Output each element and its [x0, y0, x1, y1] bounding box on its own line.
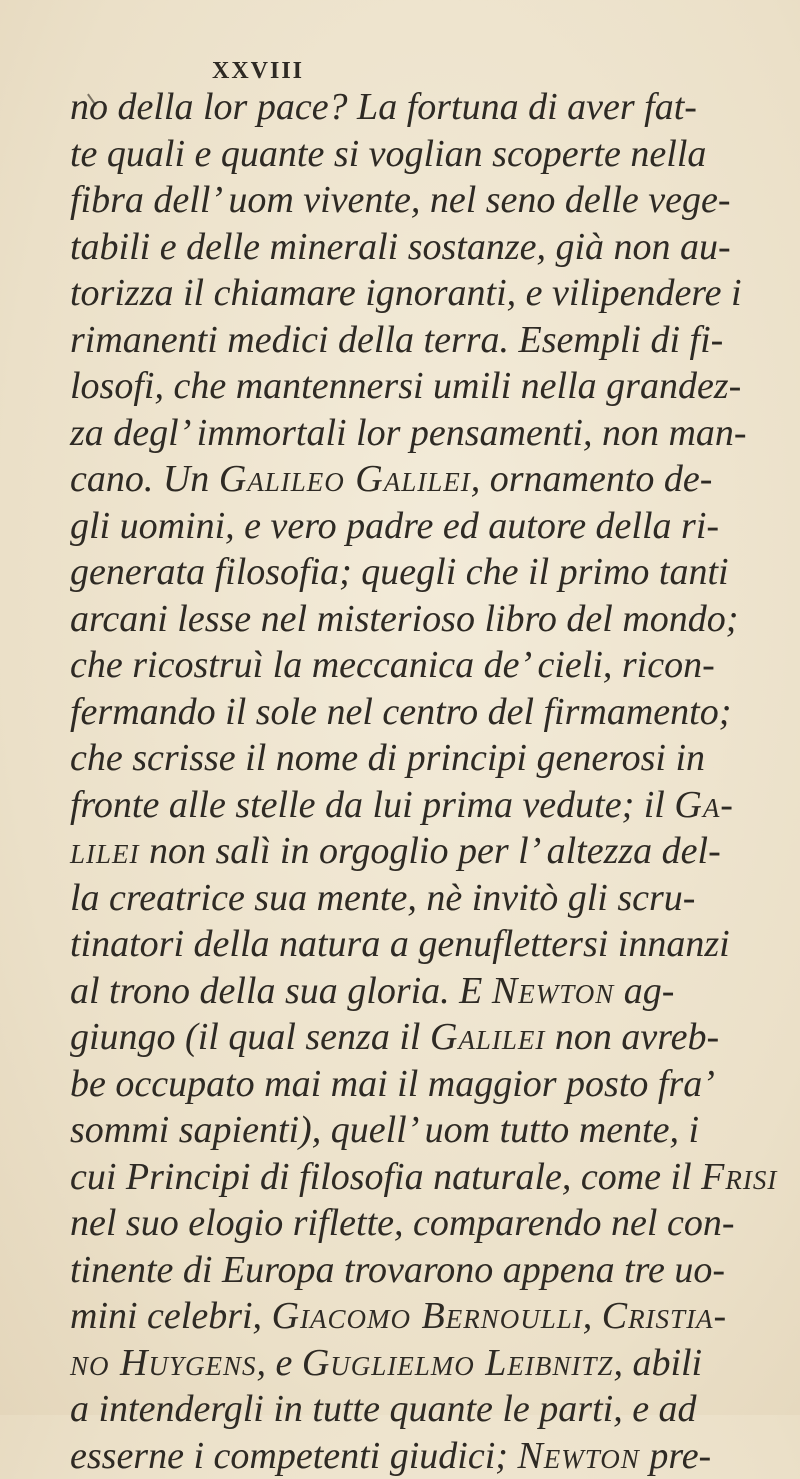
text-line: esserne i competenti giudici; Newton pre-: [70, 1433, 770, 1479]
text-line: be occupato mai mai il maggior posto fra’: [70, 1061, 770, 1108]
text-line: rimanenti medici della terra. Esempli di fi-: [70, 317, 770, 364]
name-galileo: Galileo Galilei: [219, 458, 471, 500]
text-line: za degl’ immortali lor pensamenti, non man-: [70, 410, 770, 457]
text-line: arcani lesse nel misterioso libro del mondo;: [70, 596, 770, 643]
name-galilei: Ga-: [674, 784, 734, 826]
text-line: no Huygens, e Guglielmo Leibnitz, abili: [70, 1340, 770, 1387]
text-line: losofi, che mantennersi umili nella grandez-: [70, 363, 770, 410]
text-line: cui Principi di filosofia naturale, come il Frisi: [70, 1154, 770, 1201]
text-line: che ricostruì la meccanica de’ cieli, ricon-: [70, 642, 770, 689]
text-line: fronte alle stelle da lui prima vedute; il Ga-: [70, 782, 770, 829]
text-line: cano. Un Galileo Galilei, ornamento de-: [70, 456, 770, 503]
text-line: fibra dell’ uom vivente, nel seno delle vege-: [70, 177, 770, 224]
name-leibnitz: Guglielmo Leibnitz: [302, 1342, 614, 1384]
text-line: la creatrice sua mente, nè invitò gli scru-: [70, 875, 770, 922]
text-line: al trono della sua gloria. E Newton ag-: [70, 968, 770, 1015]
text-line: te quali e quante si voglian scoperte nella: [70, 131, 770, 178]
name-bernoulli: Giacomo Bernoulli: [272, 1295, 583, 1337]
text-line: no della lor pace? La fortuna di aver fat-: [70, 84, 770, 131]
text-line: gli uomini, e vero padre ed autore della ri-: [70, 503, 770, 550]
page-number: XXVIII: [212, 58, 304, 85]
text-line: a intendergli in tutte quante le parti, e ad: [70, 1386, 770, 1433]
text-line: tabili e delle minerali sostanze, già non au-: [70, 224, 770, 271]
text-line: giungo (il qual senza il Galilei non avreb-: [70, 1014, 770, 1061]
text-line: sommi sapienti), quell’ uom tutto mente, i: [70, 1107, 770, 1154]
text-line: che scrisse il nome di principi generosi in: [70, 735, 770, 782]
text-line: nel suo elogio riflette, comparendo nel con-: [70, 1200, 770, 1247]
text-line: fermando il sole nel centro del firmamento;: [70, 689, 770, 736]
name-huygens: no Huygens: [70, 1342, 256, 1384]
text-line: tinente di Europa trovarono appena tre uo-: [70, 1247, 770, 1294]
name-newton: Newton: [492, 970, 614, 1012]
name-galilei: lilei: [70, 830, 140, 872]
text-line: lilei non salì in orgoglio per l’ altezza del-: [70, 828, 770, 875]
name-newton: Newton: [517, 1435, 639, 1477]
body-text: [70, 84, 770, 1479]
text-line: mini celebri, Giacomo Bernoulli, Cristia-: [70, 1293, 770, 1340]
text-line: generata filosofia; quegli che il primo tanti: [70, 549, 770, 596]
text-line: tinatori della natura a genuflettersi innanzi: [70, 921, 770, 968]
name-huygens: Cristia-: [602, 1295, 727, 1337]
name-frisi: Frisi: [701, 1156, 777, 1198]
name-galilei: Galilei: [430, 1016, 545, 1058]
text-line: torizza il chiamare ignoranti, e vilipendere i: [70, 270, 770, 317]
